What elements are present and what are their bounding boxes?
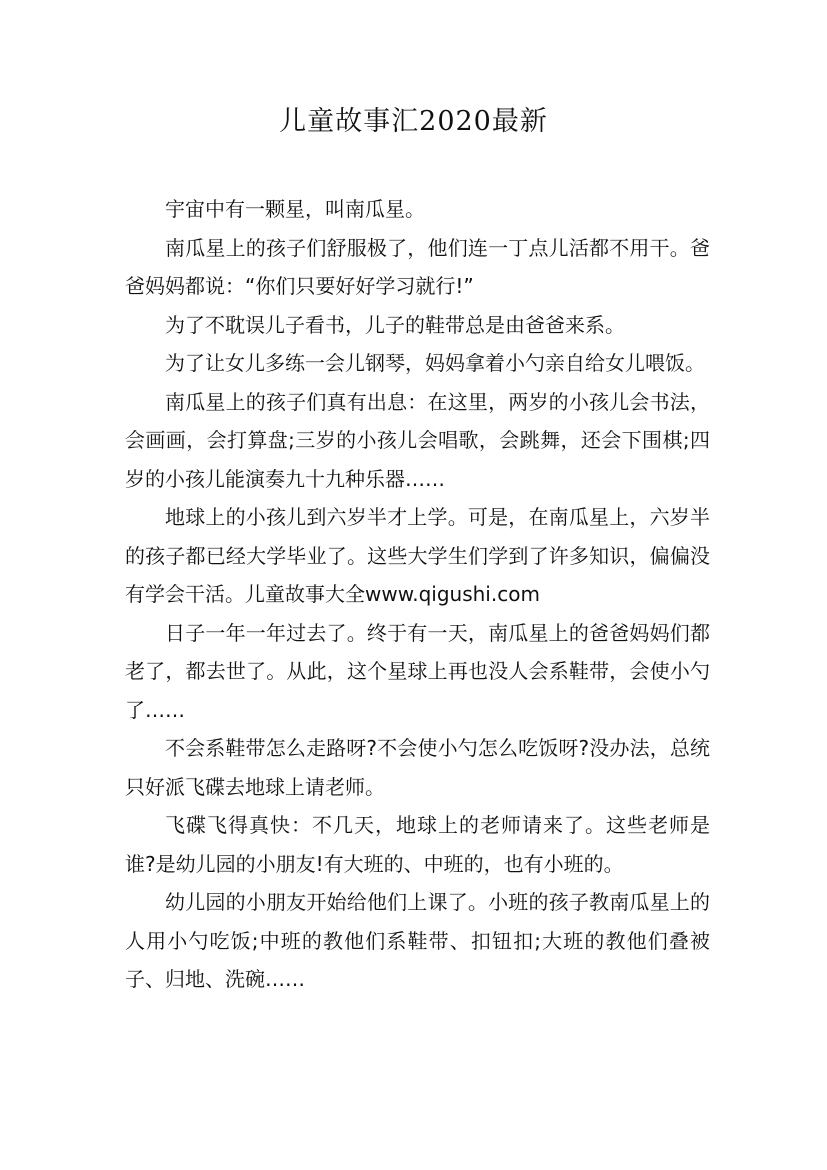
paragraph: 日子一年一年过去了。终于有一天，南瓜星上的爸爸妈妈们都老了，都去世了。从此，这个星球上再也没人会系鞋带，会使小勺了…… [125, 620, 710, 722]
paragraph: 南瓜星上的孩子们真有出息：在这里，两岁的小孩儿会书法，会画画，会打算盘;三岁的小孩儿会唱歌，会跳舞，还会下围棋;四岁的小孩儿能演奏九十九种乐器…… [125, 389, 710, 491]
document-body [125, 190, 710, 999]
paragraph: 为了不耽误儿子看书，儿子的鞋带总是由爸爸来系。 [165, 312, 625, 337]
paragraph: 地球上的小孩儿到六岁半才上学。可是，在南瓜星上，六岁半的孩子都已经大学毕业了。这些大学生们学到了许多知识，偏偏没有学会干活。儿童故事大全www.qigushi.com [125, 505, 710, 606]
paragraph: 宇宙中有一颗星，叫南瓜星。 [165, 197, 425, 221]
paragraph: 南瓜星上的孩子们舒服极了，他们连一丁点儿活都不用干。爸爸妈妈都说：“你们只要好好学习就行!” [125, 235, 710, 298]
paragraph: 为了让女儿多练一会儿钢琴，妈妈拿着小勺亲自给女儿喂饭。 [165, 351, 705, 375]
document-title: 儿童故事汇2020最新 [279, 106, 548, 137]
paragraph: 飞碟飞得真快：不几天，地球上的老师请来了。这些老师是谁?是幼儿园的小朋友!有大班的、中班的，也有小班的。 [125, 813, 710, 876]
paragraph: 不会系鞋带怎么走路呀?不会使小勺怎么吃饭呀?没办法，总统只好派飞碟去地球上请老师。 [125, 736, 710, 799]
paragraph: 幼儿园的小朋友开始给他们上课了。小班的孩子教南瓜星上的人用小勺吃饭;中班的教他们系鞋带、扣钮扣;大班的教他们叠被子、归地、洗碗…… [125, 890, 710, 991]
